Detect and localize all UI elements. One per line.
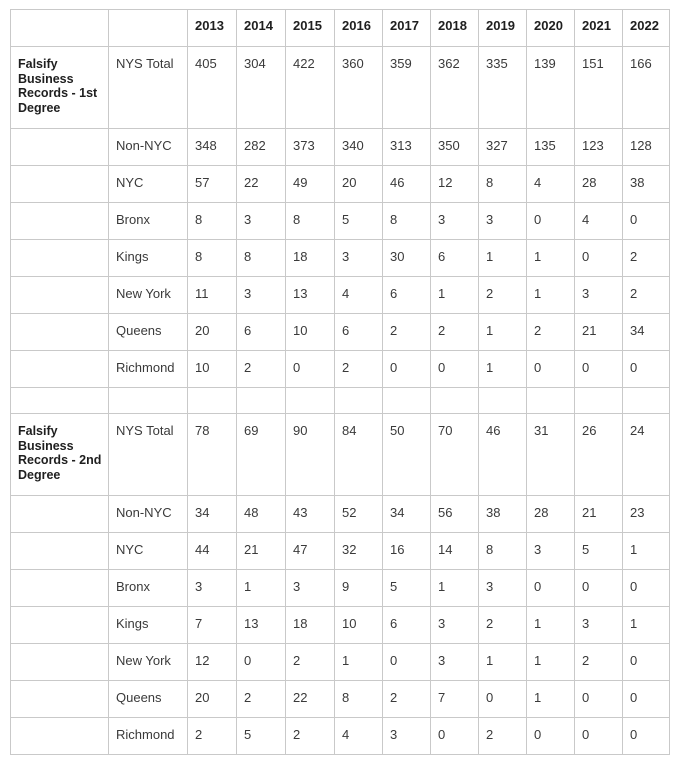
value-cell: 3 <box>335 240 383 277</box>
year-header: 2019 <box>479 10 527 47</box>
value-cell: 5 <box>335 203 383 240</box>
table-row <box>11 681 670 718</box>
spacer-cell <box>11 388 109 414</box>
value-cell: 24 <box>623 414 670 496</box>
value-cell: 2 <box>237 681 286 718</box>
value-cell: 0 <box>623 203 670 240</box>
value-cell: 1 <box>623 607 670 644</box>
value-cell: 128 <box>623 129 670 166</box>
value-cell: 8 <box>479 533 527 570</box>
value-cell: 3 <box>479 203 527 240</box>
value-cell: 3 <box>188 570 237 607</box>
value-cell: 7 <box>431 681 479 718</box>
spacer-cell <box>286 388 335 414</box>
value-cell: 1 <box>527 681 575 718</box>
value-cell: 8 <box>286 203 335 240</box>
value-cell: 0 <box>431 351 479 388</box>
value-cell: 9 <box>335 570 383 607</box>
value-cell: 1 <box>431 570 479 607</box>
value-cell: 3 <box>431 203 479 240</box>
header-row <box>11 10 670 47</box>
value-cell: 2 <box>383 681 431 718</box>
group-empty-cell <box>11 240 109 277</box>
value-cell: 52 <box>335 496 383 533</box>
table-row <box>11 240 670 277</box>
row-label: New York <box>109 277 188 314</box>
value-cell: 5 <box>383 570 431 607</box>
value-cell: 69 <box>237 414 286 496</box>
header-empty-cell <box>109 10 188 47</box>
value-cell: 34 <box>623 314 670 351</box>
value-cell: 2 <box>527 314 575 351</box>
value-cell: 57 <box>188 166 237 203</box>
value-cell: 360 <box>335 47 383 129</box>
value-cell: 50 <box>383 414 431 496</box>
value-cell: 6 <box>335 314 383 351</box>
row-label: NYC <box>109 533 188 570</box>
row-label: Richmond <box>109 351 188 388</box>
value-cell: 0 <box>527 570 575 607</box>
value-cell: 32 <box>335 533 383 570</box>
row-label: Queens <box>109 314 188 351</box>
value-cell: 8 <box>479 166 527 203</box>
value-cell: 1 <box>527 240 575 277</box>
group-title: Falsify Business Records - 1st Degree <box>11 47 109 129</box>
table-row <box>11 607 670 644</box>
group-empty-cell <box>11 496 109 533</box>
spacer-cell <box>335 388 383 414</box>
value-cell: 3 <box>527 533 575 570</box>
group-empty-cell <box>11 607 109 644</box>
value-cell: 1 <box>479 351 527 388</box>
table-body <box>11 10 670 755</box>
row-label: New York <box>109 644 188 681</box>
group-empty-cell <box>11 533 109 570</box>
value-cell: 20 <box>188 314 237 351</box>
year-header: 2021 <box>575 10 623 47</box>
value-cell: 28 <box>527 496 575 533</box>
value-cell: 0 <box>237 644 286 681</box>
spacer-cell <box>575 388 623 414</box>
table-row <box>11 718 670 755</box>
value-cell: 18 <box>286 240 335 277</box>
spacer-cell <box>109 388 188 414</box>
spacer-row <box>11 388 670 414</box>
value-cell: 282 <box>237 129 286 166</box>
value-cell: 3 <box>575 277 623 314</box>
value-cell: 78 <box>188 414 237 496</box>
value-cell: 34 <box>188 496 237 533</box>
value-cell: 13 <box>237 607 286 644</box>
value-cell: 23 <box>623 496 670 533</box>
group-empty-cell <box>11 166 109 203</box>
group-empty-cell <box>11 351 109 388</box>
value-cell: 135 <box>527 129 575 166</box>
table-row <box>11 129 670 166</box>
value-cell: 48 <box>237 496 286 533</box>
row-label: Kings <box>109 240 188 277</box>
value-cell: 327 <box>479 129 527 166</box>
year-header: 2018 <box>431 10 479 47</box>
value-cell: 3 <box>383 718 431 755</box>
spacer-cell <box>237 388 286 414</box>
row-label: Non-NYC <box>109 129 188 166</box>
value-cell: 6 <box>383 607 431 644</box>
value-cell: 2 <box>575 644 623 681</box>
value-cell: 1 <box>479 240 527 277</box>
value-cell: 4 <box>575 203 623 240</box>
value-cell: 0 <box>575 351 623 388</box>
value-cell: 350 <box>431 129 479 166</box>
value-cell: 49 <box>286 166 335 203</box>
value-cell: 3 <box>575 607 623 644</box>
value-cell: 0 <box>527 351 575 388</box>
spacer-cell <box>623 388 670 414</box>
value-cell: 22 <box>237 166 286 203</box>
row-label: NYS Total <box>109 47 188 129</box>
value-cell: 2 <box>623 277 670 314</box>
value-cell: 8 <box>237 240 286 277</box>
value-cell: 0 <box>286 351 335 388</box>
value-cell: 1 <box>527 644 575 681</box>
value-cell: 13 <box>286 277 335 314</box>
value-cell: 1 <box>479 314 527 351</box>
year-header: 2020 <box>527 10 575 47</box>
row-label: NYS Total <box>109 414 188 496</box>
value-cell: 2 <box>623 240 670 277</box>
group-title: Falsify Business Records - 2nd Degree <box>11 414 109 496</box>
year-header: 2014 <box>237 10 286 47</box>
value-cell: 3 <box>286 570 335 607</box>
value-cell: 166 <box>623 47 670 129</box>
value-cell: 8 <box>335 681 383 718</box>
value-cell: 3 <box>237 203 286 240</box>
value-cell: 0 <box>623 351 670 388</box>
value-cell: 38 <box>479 496 527 533</box>
value-cell: 405 <box>188 47 237 129</box>
table-row <box>11 314 670 351</box>
value-cell: 18 <box>286 607 335 644</box>
value-cell: 1 <box>479 644 527 681</box>
row-label: Bronx <box>109 570 188 607</box>
value-cell: 44 <box>188 533 237 570</box>
value-cell: 0 <box>575 681 623 718</box>
value-cell: 0 <box>623 570 670 607</box>
value-cell: 21 <box>575 314 623 351</box>
table-row <box>11 277 670 314</box>
value-cell: 16 <box>383 533 431 570</box>
spacer-cell <box>188 388 237 414</box>
value-cell: 0 <box>575 240 623 277</box>
value-cell: 0 <box>431 718 479 755</box>
value-cell: 0 <box>575 570 623 607</box>
value-cell: 10 <box>286 314 335 351</box>
row-label: Kings <box>109 607 188 644</box>
value-cell: 4 <box>527 166 575 203</box>
table-row <box>11 644 670 681</box>
value-cell: 90 <box>286 414 335 496</box>
value-cell: 151 <box>575 47 623 129</box>
value-cell: 1 <box>623 533 670 570</box>
value-cell: 12 <box>188 644 237 681</box>
table-row <box>11 414 670 496</box>
value-cell: 1 <box>335 644 383 681</box>
value-cell: 8 <box>188 203 237 240</box>
value-cell: 5 <box>237 718 286 755</box>
value-cell: 362 <box>431 47 479 129</box>
value-cell: 21 <box>237 533 286 570</box>
table-row <box>11 533 670 570</box>
header-empty-cell <box>11 10 109 47</box>
table-row <box>11 570 670 607</box>
table-row <box>11 351 670 388</box>
value-cell: 4 <box>335 277 383 314</box>
value-cell: 2 <box>431 314 479 351</box>
spacer-cell <box>527 388 575 414</box>
spacer-cell <box>383 388 431 414</box>
year-header: 2013 <box>188 10 237 47</box>
value-cell: 84 <box>335 414 383 496</box>
value-cell: 28 <box>575 166 623 203</box>
value-cell: 0 <box>383 644 431 681</box>
value-cell: 2 <box>479 718 527 755</box>
table-row <box>11 166 670 203</box>
value-cell: 20 <box>188 681 237 718</box>
spacer-cell <box>479 388 527 414</box>
value-cell: 3 <box>237 277 286 314</box>
value-cell: 373 <box>286 129 335 166</box>
group-empty-cell <box>11 681 109 718</box>
value-cell: 8 <box>383 203 431 240</box>
value-cell: 2 <box>286 644 335 681</box>
table-row <box>11 496 670 533</box>
value-cell: 8 <box>188 240 237 277</box>
value-cell: 4 <box>335 718 383 755</box>
value-cell: 12 <box>431 166 479 203</box>
value-cell: 422 <box>286 47 335 129</box>
value-cell: 123 <box>575 129 623 166</box>
value-cell: 6 <box>431 240 479 277</box>
value-cell: 30 <box>383 240 431 277</box>
group-empty-cell <box>11 129 109 166</box>
row-label: Bronx <box>109 203 188 240</box>
group-empty-cell <box>11 570 109 607</box>
row-label: NYC <box>109 166 188 203</box>
value-cell: 56 <box>431 496 479 533</box>
value-cell: 2 <box>237 351 286 388</box>
value-cell: 313 <box>383 129 431 166</box>
group-empty-cell <box>11 718 109 755</box>
row-label: Queens <box>109 681 188 718</box>
value-cell: 21 <box>575 496 623 533</box>
value-cell: 70 <box>431 414 479 496</box>
group-empty-cell <box>11 314 109 351</box>
year-header: 2022 <box>623 10 670 47</box>
value-cell: 7 <box>188 607 237 644</box>
value-cell: 2 <box>383 314 431 351</box>
statistics-table <box>10 9 670 755</box>
value-cell: 304 <box>237 47 286 129</box>
table-row <box>11 47 670 129</box>
value-cell: 0 <box>383 351 431 388</box>
value-cell: 5 <box>575 533 623 570</box>
value-cell: 359 <box>383 47 431 129</box>
value-cell: 0 <box>623 718 670 755</box>
year-header: 2015 <box>286 10 335 47</box>
value-cell: 2 <box>188 718 237 755</box>
value-cell: 0 <box>575 718 623 755</box>
value-cell: 0 <box>623 681 670 718</box>
value-cell: 14 <box>431 533 479 570</box>
value-cell: 2 <box>479 607 527 644</box>
value-cell: 46 <box>479 414 527 496</box>
value-cell: 10 <box>188 351 237 388</box>
value-cell: 2 <box>335 351 383 388</box>
value-cell: 34 <box>383 496 431 533</box>
value-cell: 1 <box>431 277 479 314</box>
spacer-cell <box>431 388 479 414</box>
value-cell: 43 <box>286 496 335 533</box>
value-cell: 6 <box>383 277 431 314</box>
value-cell: 22 <box>286 681 335 718</box>
value-cell: 3 <box>431 644 479 681</box>
group-empty-cell <box>11 203 109 240</box>
value-cell: 1 <box>527 607 575 644</box>
value-cell: 335 <box>479 47 527 129</box>
value-cell: 10 <box>335 607 383 644</box>
row-label: Richmond <box>109 718 188 755</box>
value-cell: 11 <box>188 277 237 314</box>
value-cell: 1 <box>237 570 286 607</box>
value-cell: 0 <box>527 203 575 240</box>
value-cell: 340 <box>335 129 383 166</box>
value-cell: 38 <box>623 166 670 203</box>
value-cell: 31 <box>527 414 575 496</box>
year-header: 2016 <box>335 10 383 47</box>
value-cell: 2 <box>286 718 335 755</box>
value-cell: 26 <box>575 414 623 496</box>
value-cell: 20 <box>335 166 383 203</box>
value-cell: 139 <box>527 47 575 129</box>
value-cell: 3 <box>479 570 527 607</box>
value-cell: 3 <box>431 607 479 644</box>
table-row <box>11 203 670 240</box>
value-cell: 47 <box>286 533 335 570</box>
year-header: 2017 <box>383 10 431 47</box>
value-cell: 46 <box>383 166 431 203</box>
group-empty-cell <box>11 277 109 314</box>
value-cell: 0 <box>479 681 527 718</box>
value-cell: 1 <box>527 277 575 314</box>
value-cell: 0 <box>623 644 670 681</box>
row-label: Non-NYC <box>109 496 188 533</box>
value-cell: 6 <box>237 314 286 351</box>
value-cell: 348 <box>188 129 237 166</box>
value-cell: 0 <box>527 718 575 755</box>
group-empty-cell <box>11 644 109 681</box>
value-cell: 2 <box>479 277 527 314</box>
